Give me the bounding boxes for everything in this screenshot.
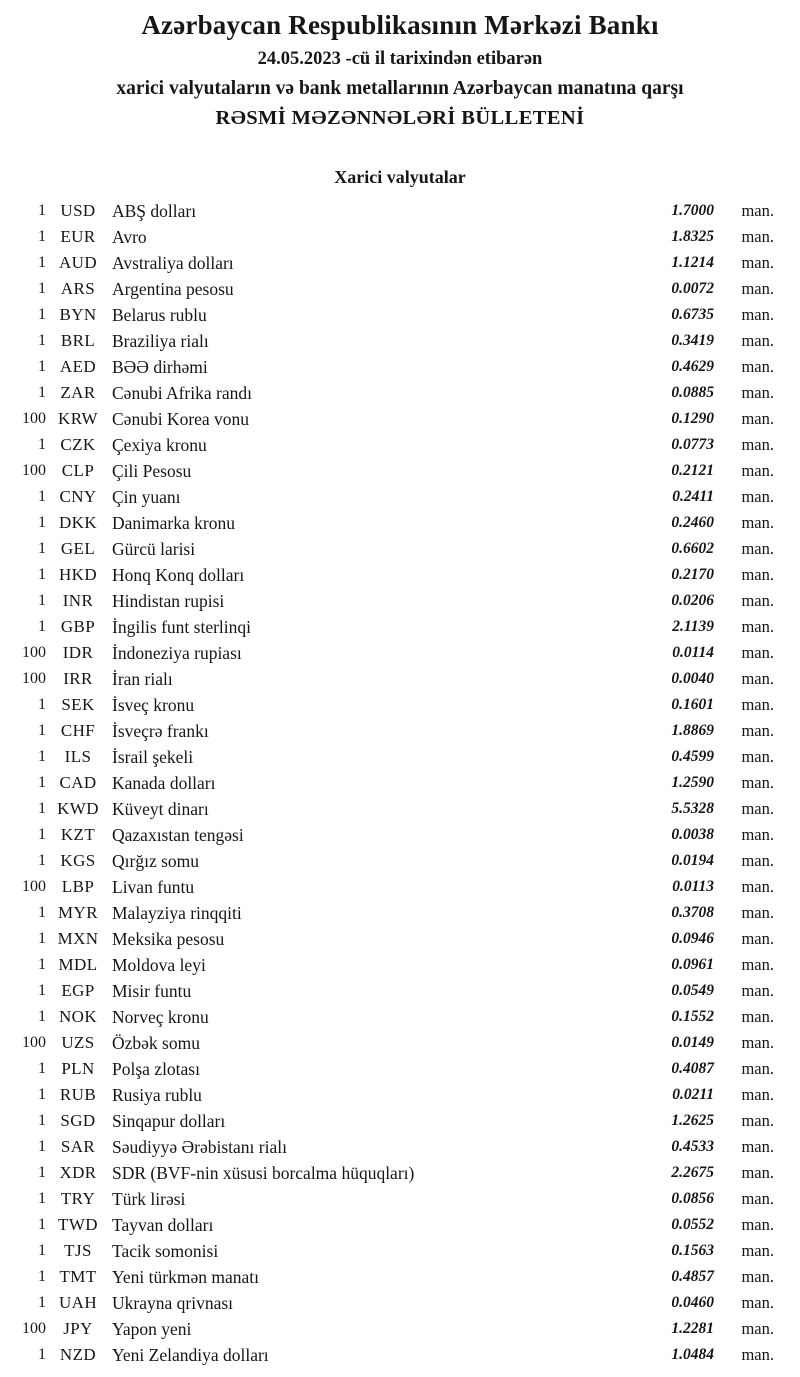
unit-label: man.	[741, 877, 774, 896]
currency-name: Cənubi Korea vonu	[112, 409, 250, 429]
currency-code: ARS	[60, 279, 96, 298]
rate-value: 1.8325	[671, 228, 714, 245]
rate-row	[0, 536, 800, 562]
quantity-value: 1	[38, 800, 46, 817]
rate-value: 0.0885	[671, 384, 714, 401]
currency-name: İndoneziya rupiası	[112, 643, 242, 663]
quantity-value: 1	[38, 1164, 46, 1181]
currency-code: TRY	[60, 1189, 96, 1208]
rate-value: 0.0194	[671, 852, 714, 869]
rate-value: 0.2411	[672, 488, 714, 505]
rate-value: 0.4533	[671, 1138, 714, 1155]
rate-row	[0, 1290, 800, 1316]
currency-code: ILS	[64, 747, 92, 766]
currency-name: Hindistan rupisi	[112, 591, 225, 611]
rate-row	[0, 276, 800, 302]
rate-row	[0, 1134, 800, 1160]
quantity-value: 1	[38, 1138, 46, 1155]
currency-name: Ukrayna qrivnası	[112, 1293, 234, 1313]
currency-code: KRW	[58, 409, 98, 428]
rate-value: 2.2675	[671, 1164, 714, 1181]
unit-label: man.	[741, 1111, 774, 1130]
currency-code: JPY	[63, 1319, 93, 1338]
unit-label: man.	[741, 1345, 774, 1364]
rate-value: 0.1290	[671, 410, 714, 427]
rate-value: 1.2281	[671, 1320, 714, 1337]
quantity-value: 1	[38, 540, 46, 557]
currency-name: Kanada dolları	[112, 773, 216, 793]
subject-line: xarici valyutaların və bank metallarının Azərbaycan manatına qarşı	[116, 78, 684, 99]
currency-name: Tayvan dolları	[112, 1215, 214, 1235]
currency-name: İsveçrə frankı	[112, 721, 209, 741]
quantity-value: 1	[38, 306, 46, 323]
rate-value: 0.0549	[671, 982, 714, 999]
unit-label: man.	[741, 253, 774, 272]
rate-value: 0.0946	[671, 930, 714, 947]
rate-value: 1.2625	[671, 1112, 714, 1129]
rate-value: 0.0773	[671, 436, 714, 453]
rate-row	[0, 1160, 800, 1186]
currency-name: Norveç kronu	[112, 1007, 209, 1027]
rate-value: 2.1139	[672, 618, 714, 635]
unit-label: man.	[741, 1293, 774, 1312]
effective-date-line: 24.05.2023 -cü il tarixindən etibarən	[257, 49, 543, 69]
quantity-value: 1	[38, 774, 46, 791]
unit-label: man.	[741, 1059, 774, 1078]
rate-value: 0.0113	[672, 878, 714, 895]
quantity-value: 1	[38, 1294, 46, 1311]
rate-row	[0, 770, 800, 796]
currency-code: DKK	[58, 513, 98, 532]
rate-row	[0, 978, 800, 1004]
currency-code: XDR	[59, 1163, 97, 1182]
quantity-value: 1	[38, 358, 46, 375]
rate-value: 0.0206	[671, 592, 714, 609]
unit-label: man.	[741, 409, 774, 428]
rate-row	[0, 328, 800, 354]
quantity-value: 1	[38, 1060, 46, 1077]
unit-label: man.	[741, 227, 774, 246]
rate-value: 1.0484	[671, 1346, 714, 1363]
quantity-value: 1	[38, 488, 46, 505]
rate-value: 0.0460	[671, 1294, 714, 1311]
currency-code: AUD	[58, 253, 98, 272]
currency-name: Qazaxıstan tengəsi	[112, 825, 244, 845]
rate-row	[0, 406, 800, 432]
currency-code: CZK	[60, 435, 96, 454]
currency-code: NZD	[59, 1345, 97, 1364]
rate-row	[0, 718, 800, 744]
currency-code: GBP	[60, 617, 96, 636]
rate-row	[0, 354, 800, 380]
rate-row	[0, 1056, 800, 1082]
currency-name: Braziliya rialı	[112, 331, 209, 351]
unit-label: man.	[741, 1007, 774, 1026]
currency-code: SEK	[61, 695, 95, 714]
rate-row	[0, 666, 800, 692]
rate-row	[0, 1004, 800, 1030]
currency-code: UZS	[61, 1033, 95, 1052]
rate-row	[0, 1186, 800, 1212]
unit-label: man.	[741, 1085, 774, 1104]
currency-name: Misir funtu	[112, 981, 192, 1001]
quantity-value: 100	[22, 1320, 46, 1337]
quantity-value: 1	[38, 514, 46, 531]
rate-value: 0.3708	[671, 904, 714, 921]
unit-label: man.	[741, 461, 774, 480]
rate-value: 0.6602	[671, 540, 714, 557]
currency-name: Çili Pesosu	[112, 461, 192, 481]
quantity-value: 1	[38, 826, 46, 843]
currency-code: CLP	[61, 461, 95, 480]
quantity-value: 1	[38, 228, 46, 245]
currency-name: Küveyt dinarı	[112, 799, 209, 819]
currency-name: Səudiyyə Ərəbistanı rialı	[112, 1137, 287, 1157]
quantity-value: 1	[38, 1346, 46, 1363]
unit-label: man.	[741, 799, 774, 818]
unit-label: man.	[741, 1033, 774, 1052]
currency-code: BRL	[60, 331, 96, 350]
quantity-value: 1	[38, 1268, 46, 1285]
quantity-value: 1	[38, 618, 46, 635]
currency-code: NOK	[58, 1007, 98, 1026]
currency-name: Livan funtu	[112, 877, 195, 897]
unit-label: man.	[741, 487, 774, 506]
rate-row	[0, 1108, 800, 1134]
quantity-value: 1	[38, 1242, 46, 1259]
rate-row	[0, 1264, 800, 1290]
currency-code: CAD	[59, 773, 97, 792]
rate-value: 0.0114	[672, 644, 714, 661]
currency-name: Danimarka kronu	[112, 513, 235, 533]
rate-row	[0, 562, 800, 588]
rate-value: 1.2590	[671, 774, 714, 791]
rate-row	[0, 1316, 800, 1342]
quantity-value: 1	[38, 930, 46, 947]
currency-name: Avro	[112, 227, 147, 247]
currency-name: Yeni Zelandiya dolları	[112, 1345, 269, 1365]
currency-name: Honq Konq dolları	[112, 565, 245, 585]
unit-label: man.	[741, 1137, 774, 1156]
currency-name: Çin yuanı	[112, 487, 181, 507]
rate-row	[0, 640, 800, 666]
currency-name: Gürcü larisi	[112, 539, 196, 559]
rate-value: 0.3419	[671, 332, 714, 349]
unit-label: man.	[741, 851, 774, 870]
rate-value: 0.4087	[671, 1060, 714, 1077]
rate-row	[0, 744, 800, 770]
unit-label: man.	[741, 1215, 774, 1234]
currency-name: Avstraliya dolları	[112, 253, 234, 273]
currency-code: KZT	[60, 825, 96, 844]
currency-name: Özbək somu	[112, 1033, 200, 1053]
rate-value: 0.0211	[672, 1086, 714, 1103]
currency-name: İran rialı	[112, 669, 173, 689]
rate-value: 0.4599	[671, 748, 714, 765]
quantity-value: 1	[38, 592, 46, 609]
rate-row	[0, 432, 800, 458]
currency-name: Argentina pesosu	[112, 279, 234, 299]
quantity-value: 1	[38, 280, 46, 297]
currency-name: SDR (BVF-nin xüsusi borcalma hüquqları)	[112, 1163, 415, 1183]
currency-name: Sinqapur dolları	[112, 1111, 226, 1131]
rate-row	[0, 692, 800, 718]
quantity-value: 1	[38, 1112, 46, 1129]
rate-value: 0.0552	[671, 1216, 714, 1233]
rate-row	[0, 614, 800, 640]
rate-row	[0, 952, 800, 978]
rate-row	[0, 900, 800, 926]
currency-code: USD	[60, 201, 96, 220]
currency-code: IRR	[63, 669, 93, 688]
currency-name: Meksika pesosu	[112, 929, 225, 949]
currency-code: IDR	[62, 643, 94, 662]
rate-value: 0.0038	[671, 826, 714, 843]
unit-label: man.	[741, 435, 774, 454]
unit-label: man.	[741, 773, 774, 792]
currency-code: KGS	[60, 851, 96, 870]
unit-label: man.	[741, 903, 774, 922]
rate-value: 0.6735	[671, 306, 714, 323]
quantity-value: 1	[38, 956, 46, 973]
unit-label: man.	[741, 981, 774, 1000]
unit-label: man.	[741, 357, 774, 376]
rate-row	[0, 822, 800, 848]
currency-code: HKD	[58, 565, 98, 584]
quantity-value: 1	[38, 436, 46, 453]
rate-row	[0, 510, 800, 536]
currency-code: MXN	[57, 929, 99, 948]
bulletin-title: RƏSMİ MƏZƏNNƏLƏRİ BÜLLETENİ	[215, 107, 585, 129]
quantity-value: 1	[38, 202, 46, 219]
rate-value: 1.8869	[671, 722, 714, 739]
unit-label: man.	[741, 721, 774, 740]
unit-label: man.	[741, 331, 774, 350]
quantity-value: 1	[38, 566, 46, 583]
unit-label: man.	[741, 539, 774, 558]
rate-value: 0.0961	[671, 956, 714, 973]
currency-name: Türk lirəsi	[112, 1189, 186, 1209]
currency-name: İngilis funt sterlinqi	[112, 617, 252, 637]
quantity-value: 100	[22, 1034, 46, 1051]
unit-label: man.	[741, 383, 774, 402]
rate-row	[0, 380, 800, 406]
quantity-value: 1	[38, 852, 46, 869]
currency-name: Cənubi Afrika randı	[112, 383, 252, 403]
quantity-value: 1	[38, 384, 46, 401]
rate-row	[0, 796, 800, 822]
currency-code: TJS	[64, 1241, 92, 1260]
rate-row	[0, 926, 800, 952]
rate-row	[0, 484, 800, 510]
currency-code: AED	[59, 357, 97, 376]
currency-code: EUR	[60, 227, 96, 246]
rate-value: 1.1214	[671, 254, 714, 271]
rate-value: 5.5328	[671, 800, 714, 817]
quantity-value: 1	[38, 1086, 46, 1103]
unit-label: man.	[741, 1163, 774, 1182]
currency-code: UAH	[58, 1293, 98, 1312]
rate-value: 0.4857	[671, 1268, 714, 1285]
unit-label: man.	[741, 305, 774, 324]
quantity-value: 1	[38, 1190, 46, 1207]
rate-row	[0, 250, 800, 276]
rate-row	[0, 874, 800, 900]
currency-code: MYR	[58, 903, 98, 922]
rate-row	[0, 848, 800, 874]
rates-table	[0, 198, 800, 1368]
unit-label: man.	[741, 617, 774, 636]
currency-code: MDL	[58, 955, 98, 974]
rate-value: 0.1601	[671, 696, 714, 713]
currency-code: RUB	[59, 1085, 97, 1104]
quantity-value: 100	[22, 410, 46, 427]
unit-label: man.	[741, 591, 774, 610]
bank-name-title: Azərbaycan Respublikasının Mərkəzi Bankı	[141, 10, 659, 40]
rate-row	[0, 1212, 800, 1238]
unit-label: man.	[741, 669, 774, 688]
currency-name: Çexiya kronu	[112, 435, 207, 455]
quantity-value: 100	[22, 644, 46, 661]
rate-value: 1.7000	[671, 202, 714, 219]
currency-name: İsrail şekeli	[112, 747, 194, 767]
rate-row	[0, 1082, 800, 1108]
rate-row	[0, 1342, 800, 1368]
currency-code: TMT	[59, 1267, 97, 1286]
quantity-value: 1	[38, 748, 46, 765]
currency-name: Belarus rublu	[112, 305, 207, 325]
quantity-value: 1	[38, 1216, 46, 1233]
currency-name: Rusiya rublu	[112, 1085, 202, 1105]
currency-code: EGP	[61, 981, 95, 1000]
quantity-value: 1	[38, 254, 46, 271]
currency-code: GEL	[60, 539, 96, 558]
currency-name: Qırğız somu	[112, 851, 200, 871]
unit-label: man.	[741, 643, 774, 662]
rate-row	[0, 198, 800, 224]
rate-row	[0, 224, 800, 250]
currency-code: KWD	[57, 799, 99, 818]
currency-name: Tacik somonisi	[112, 1241, 219, 1261]
quantity-value: 1	[38, 332, 46, 349]
bulletin-header	[0, 8, 800, 132]
currency-code: SGD	[60, 1111, 96, 1130]
currency-name: İsveç kronu	[112, 695, 195, 715]
unit-label: man.	[741, 747, 774, 766]
currency-code: SAR	[60, 1137, 96, 1156]
rate-value: 0.1563	[671, 1242, 714, 1259]
quantity-value: 1	[38, 1008, 46, 1025]
currency-name: Yeni türkmən manatı	[112, 1267, 259, 1287]
unit-label: man.	[741, 929, 774, 948]
rate-value: 0.0040	[671, 670, 714, 687]
rate-value: 0.4629	[671, 358, 714, 375]
currency-code: BYN	[59, 305, 97, 324]
rate-value: 0.2460	[671, 514, 714, 531]
currency-name: Yapon yeni	[112, 1319, 192, 1339]
rate-value: 0.0856	[671, 1190, 714, 1207]
currency-code: ZAR	[60, 383, 96, 402]
quantity-value: 1	[38, 904, 46, 921]
unit-label: man.	[741, 695, 774, 714]
unit-label: man.	[741, 1319, 774, 1338]
unit-label: man.	[741, 1189, 774, 1208]
currency-name: Moldova leyi	[112, 955, 206, 975]
currency-code: LBP	[61, 877, 95, 896]
rate-value: 0.2121	[671, 462, 714, 479]
currency-name: BƏƏ dirhəmi	[112, 357, 208, 377]
quantity-value: 100	[22, 670, 46, 687]
quantity-value: 1	[38, 722, 46, 739]
rate-row	[0, 1030, 800, 1056]
currency-code: INR	[62, 591, 94, 610]
currency-code: CHF	[60, 721, 96, 740]
rate-value: 0.0149	[671, 1034, 714, 1051]
currency-code: CNY	[59, 487, 97, 506]
rate-row	[0, 458, 800, 484]
currency-code: PLN	[61, 1059, 95, 1078]
unit-label: man.	[741, 1241, 774, 1260]
currency-name: ABŞ dolları	[112, 201, 197, 221]
quantity-value: 100	[22, 878, 46, 895]
unit-label: man.	[741, 513, 774, 532]
quantity-value: 1	[38, 982, 46, 999]
unit-label: man.	[741, 1267, 774, 1286]
unit-label: man.	[741, 955, 774, 974]
rate-row	[0, 1238, 800, 1264]
rate-value: 0.2170	[671, 566, 714, 583]
currency-name: Malayziya rinqqiti	[112, 903, 242, 923]
currency-code: TWD	[58, 1215, 98, 1234]
unit-label: man.	[741, 279, 774, 298]
rate-row	[0, 302, 800, 328]
quantity-value: 1	[38, 696, 46, 713]
unit-label: man.	[741, 201, 774, 220]
section-title-foreign-currencies: Xarici valyutalar	[334, 167, 466, 187]
quantity-value: 100	[22, 462, 46, 479]
rate-value: 0.0072	[671, 280, 714, 297]
rate-value: 0.1552	[671, 1008, 714, 1025]
currency-name: Polşa zlotası	[112, 1059, 200, 1079]
unit-label: man.	[741, 825, 774, 844]
rate-row	[0, 588, 800, 614]
unit-label: man.	[741, 565, 774, 584]
